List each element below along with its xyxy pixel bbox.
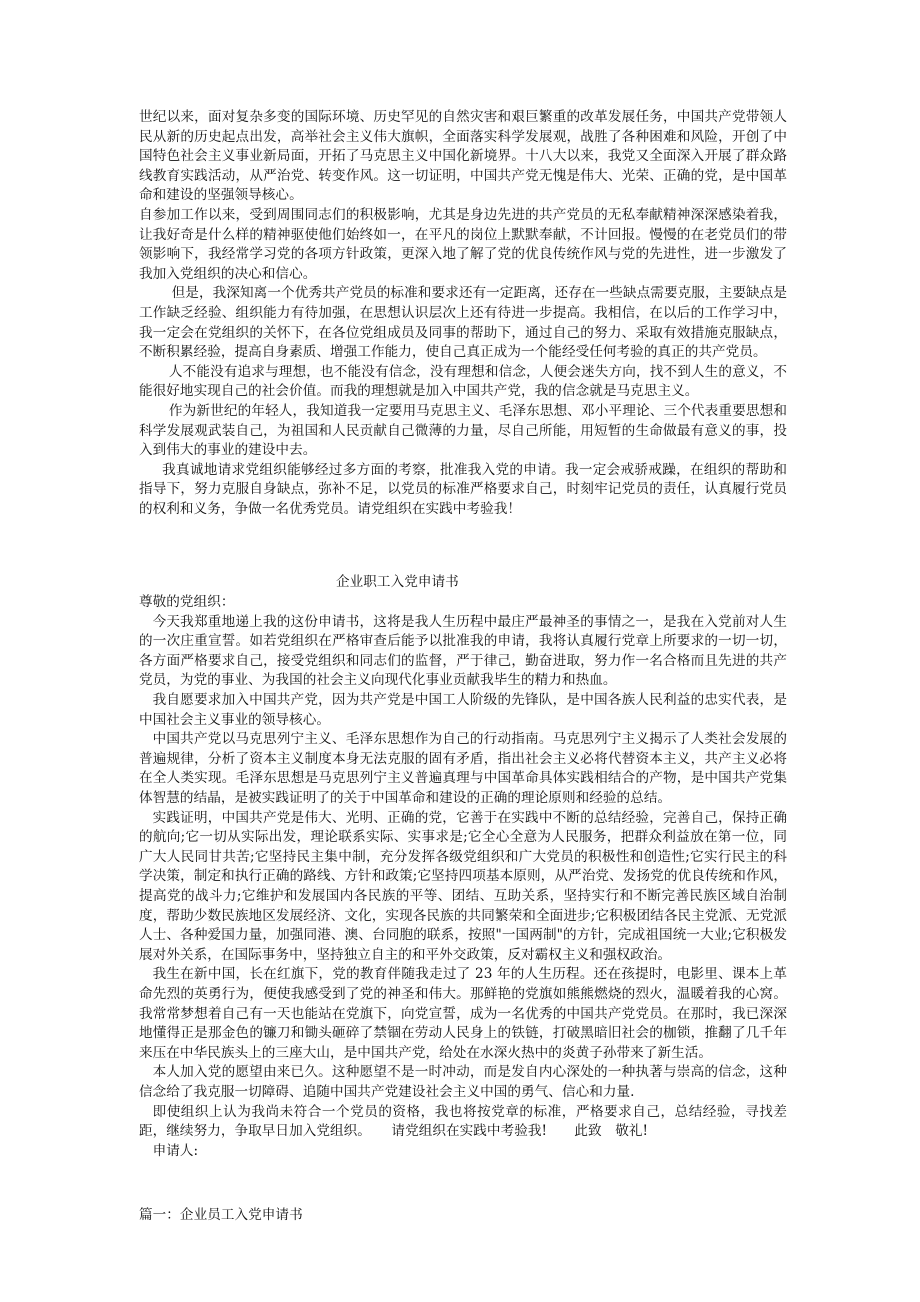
section-heading: 篇一：企业员工入党申请书 <box>139 1207 303 1224</box>
paragraph: 人不能没有追求与理想，也不能没有信念，没有理想和信念，人便会迷失方向，找不到人生的意义，不能很好地实现自己的社会价值。而我的理想就是加入中国共产党，我的信念就是马克思主义。 <box>139 363 787 400</box>
paragraph: 实践证明，中国共产党是伟大、光明、正确的党，它善于在实践中不断的总结经验，完善自己，保持正确的航向;它一切从实际出发，理论联系实际、实事求是;它全心全意为人民服务，把群众利益放在第一位，同广大人民同甘共苦;它坚持民主集中制，充分发挥各级党组织和广大党员的积极性和创造性;它实行民主的科学决策，制定和执行正确的路线、方针和政策;它坚持四项基本原则，从严治党、发扬党的优良传统和作风，提高党的战斗力;它维护和发展国内各民族的平等、团结、互助关系，坚持实行和不断完善民族区域自治制度，帮助少数民族地区发展经济、文化，实现各民族的共同繁荣和全面进步;它积极团结各民主党派、无党派人士、各种爱国力量，加强同港、澳、台同胞的联系，按照"一国两制"的方针，完成祖国统一大业;它积极发展对外关系，在国际事务中，坚持独立自主的和平外交政策，反对霸权主义和强权政治。 <box>139 809 787 963</box>
first-section <box>139 108 787 519</box>
paragraph: 中国共产党以马克思列宁主义、毛泽东思想作为自己的行动指南。马克思列宁主义揭示了人类社会发展的普遍规律，分析了资本主义制度本身无法克服的固有矛盾，指出社会主义必将代替资本主义，共产主义必将在全人类实现。毛泽东思想是马克思列宁主义普遍真理与中国革命具体实践相结合的产物，是中国共产党集体智慧的结晶，是被实践证明了的关于中国革命和建设的正确的理论原则和经验的总结。 <box>139 731 787 806</box>
paragraph: 即使组织上认为我尚未符合一个党员的资格，我也将按党章的标准，严格要求自己，总结经验，寻找差距，继续努力，争取早日加入党组织。 请党组织在实践中考验我! 此致 敬礼! <box>139 1103 787 1140</box>
spacer <box>139 1161 787 1206</box>
paragraph: 我生在新中国，长在红旗下，党的教育伴随我走过了 23 年的人生历程。还在孩提时，电影里、课本上革命先烈的英勇行为，便使我感受到了党的神圣和伟大。那鲜艳的党旗如熊熊燃烧的烈火，温暖着我的心窝。我常常梦想着自己有一天也能站在党旗下，向党宣誓，成为一名优秀的中国共产党党员。在那时，我已深深地懂得正是那金色的镰刀和锄头砸碎了禁锢在劳动人民身上的铁链，打破黑暗旧社会的枷锁，推翻了几千年来压在中华民族头上的三座大山，是中国共产党，给处在水深火热中的炎黄子孙带来了新生活。 <box>139 966 787 1061</box>
paragraph: 本人加入党的愿望由来已久。这种愿望不是一时冲动，而是发自内心深处的一种执著与崇高的信念，这种信念给了我克服一切障碍、追随中国共产党建设社会主义中国的勇气、信心和力量. <box>139 1064 787 1100</box>
salutation: 尊敬的党组织： <box>139 594 235 611</box>
applicant-line: 申请人: <box>152 1142 199 1159</box>
paragraph: 但是，我深知离一个优秀共产党员的标准和要求还有一定距离，还存在一些缺点需要克服，主要缺点是工作缺乏经验、组织能力有待加强，在思想认识层次上还有待进一步提高。我相信，在以后的工作学习中，我一定会在党组织的关怀下，在各位党组成员及同事的帮助下，通过自己的努力、采取有效措施克服缺点，不断积累经验，提高自身素质、增强工作能力，使自己真正成为一个能经受任何考验的真正的共产党员。 <box>139 285 787 361</box>
document-page <box>139 108 787 1226</box>
paragraph: 世纪以来，面对复杂多变的国际环境、历史罕见的自然灾害和艰巨繁重的改革发展任务，中国共产党带领人民从新的历史起点出发，高举社会主义伟大旗帜，全面落实科学发展观，战胜了各种困难和风险，开创了中国特色社会主义事业新局面，开拓了马克思主义中国化新境界。十八大以来，我党又全面深入开展了群众路线教育实践活动，从严治党、转变作风。这一切证明，中国共产党无愧是伟大、光荣、正确的党，是中国革命和建设的坚强领导核心。 <box>139 109 787 204</box>
paragraph: 今天我郑重地递上我的这份申请书，这将是我人生历程中最庄严最神圣的事情之一，是我在入党前对人生的一次庄重宣誓。如若党组织在严格审查后能予以批准我的申请，我将认真履行党章上所要求的一切一切，各方面严格要求自己，接受党组织和同志们的监督，严于律己，勤奋进取，努力作一名合格而且先进的共产党员，为党的事业、为我国的社会主义向现代化事业贡献我毕生的精力和热血。 <box>139 613 787 689</box>
spacer <box>139 519 787 573</box>
paragraph: 我自愿要求加入中国共产党，因为共产党是中国工人阶级的先锋队，是中国各族人民利益的忠实代表，是中国社会主义事业的领导核心。 <box>139 692 787 728</box>
paragraph: 自参加工作以来，受到周围同志们的积极影响，尤其是身边先进的共产党员的无私奉献精神深深感染着我，让我好奇是什么样的精神驱使他们始终如一，在平凡的岗位上默默奉献，不计回报。慢慢的在老党员们的带领影响下，我经常学习党的各项方针政策，更深入地了解了党的优良传统作风与党的先进性，进一步激发了我加入党组织的决心和信心。 <box>139 206 787 282</box>
paragraph: 我真诚地请求党组织能够经过多方面的考察，批准我入党的申请。我一定会戒骄戒躁，在组织的帮助和指导下，努力克服自身缺点，弥补不足，以党员的标准严格要求自己，时刻牢记党员的责任，认真履行党员的权利和义务，争做一名优秀党员。请党组织在实践中考验我！ <box>139 461 787 517</box>
paragraph: 作为新世纪的年轻人，我知道我一定要用马克思主义、毛泽东思想、邓小平理论、三个代表重要思想和科学发展观武装自己，为祖国和人民贡献自己微薄的力量，尽自己所能，用短暂的生命做最有意义的事，投入到伟大的事业的建设中去。 <box>139 402 787 459</box>
letter-title: 企业职工入党申请书 <box>336 574 459 591</box>
